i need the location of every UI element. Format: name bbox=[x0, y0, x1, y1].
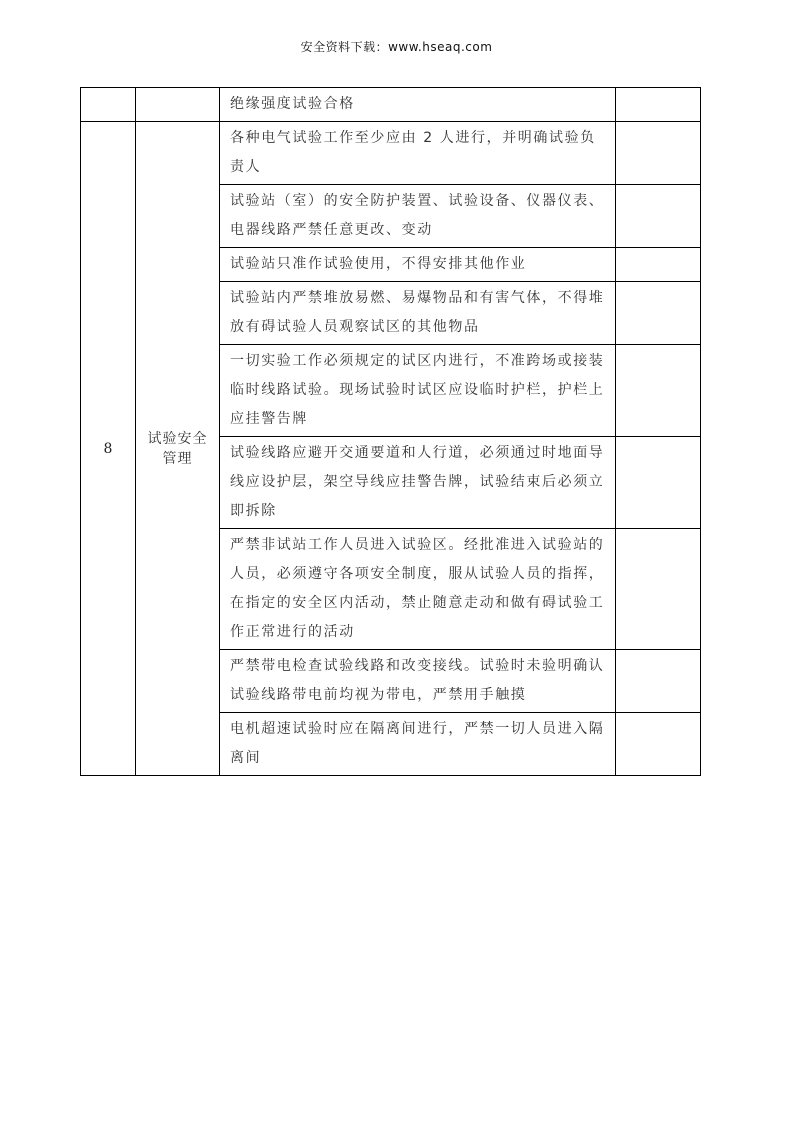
page-header: 安全资料下载：www.hseaq.com bbox=[300, 40, 493, 54]
result-cell bbox=[616, 713, 701, 776]
item-content: 电机超速试验时应在隔离间进行，严禁一切人员进入隔离间 bbox=[220, 713, 616, 776]
result-cell bbox=[616, 185, 701, 248]
result-cell bbox=[616, 345, 701, 437]
safety-checklist-table bbox=[80, 87, 701, 776]
result-cell bbox=[616, 122, 701, 185]
item-content: 严禁非试站工作人员进入试验区。经批准进入试验站的人员，必须遵守各项安全制度，服从试验人员的指挥，在指定的安全区内活动，禁止随意走动和做有碍试验工作正常进行的活动 bbox=[220, 529, 616, 650]
category-line: 管理 bbox=[162, 450, 193, 467]
item-content: 试验线路应避开交通要道和人行道，必须通过时地面导线应设护层，架空导线应挂警告牌，试验结束后必须立即拆除 bbox=[220, 437, 616, 529]
item-content: 一切实验工作必须规定的试区内进行，不准跨场或接装临时线路试验。现场试验时试区应设临时护栏，护栏上应挂警告牌 bbox=[220, 345, 616, 437]
table-row bbox=[81, 122, 701, 185]
result-cell bbox=[616, 650, 701, 713]
category-cell bbox=[136, 88, 220, 122]
item-content: 试验站只准作试验使用，不得安排其他作业 bbox=[220, 248, 616, 282]
item-content: 试验站内严禁堆放易燃、易爆物品和有害气体，不得堆放有碍试验人员观察试区的其他物品 bbox=[220, 282, 616, 345]
table-row bbox=[81, 88, 701, 122]
item-content: 绝缘强度试验合格 bbox=[220, 88, 616, 122]
item-content: 严禁带电检查试验线路和改变接线。试验时未验明确认试验线路带电前均视为带电，严禁用手触摸 bbox=[220, 650, 616, 713]
section-category bbox=[136, 122, 220, 776]
result-cell bbox=[616, 437, 701, 529]
result-cell bbox=[616, 282, 701, 345]
item-content: 各种电气试验工作至少应由 2 人进行，并明确试验负责人 bbox=[220, 122, 616, 185]
category-line: 试验安全 bbox=[147, 430, 208, 447]
result-cell bbox=[616, 529, 701, 650]
result-cell bbox=[616, 88, 701, 122]
number-cell bbox=[81, 88, 136, 122]
item-content: 试验站（室）的安全防护装置、试验设备、仪器仪表、电器线路严禁任意更改、变动 bbox=[220, 185, 616, 248]
section-number: 8 bbox=[81, 122, 136, 776]
result-cell bbox=[616, 248, 701, 282]
